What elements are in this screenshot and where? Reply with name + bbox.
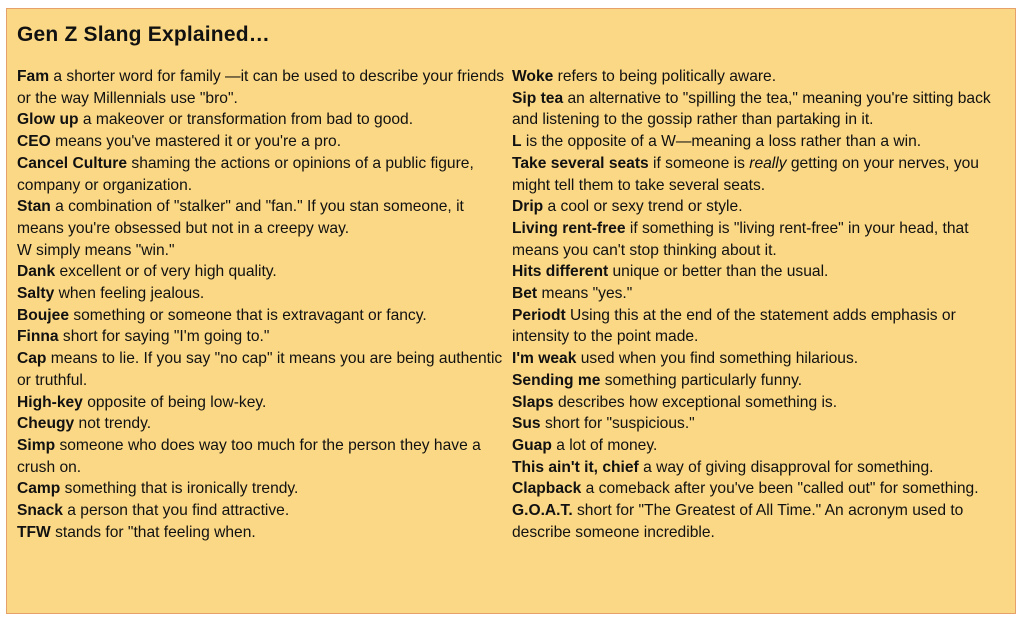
slang-entry-hits-different: [512, 261, 1010, 283]
slang-entry-bet: [512, 283, 1010, 305]
slang-definition: used when you find something hilarious.: [576, 350, 859, 368]
slang-definition: excellent or of very high quality.: [55, 263, 277, 281]
left-column: [17, 66, 505, 543]
slang-entry-glow-up: [17, 109, 505, 131]
slang-definition: a person that you find attractive.: [62, 502, 290, 520]
slang-definition: means "yes.": [537, 285, 633, 303]
slang-term: Sip tea: [512, 89, 564, 107]
slang-entry-sus: [512, 413, 1010, 435]
right-column: [512, 66, 1010, 543]
slang-entry-woke: [512, 66, 1010, 88]
slang-definition: a lot of money.: [551, 436, 658, 454]
slang-term: Sus: [512, 415, 541, 433]
slang-definition: means to lie. If you say "no cap" it means you are being authentic or truthful.: [17, 350, 503, 389]
slang-definition: something that is ironically trendy.: [60, 480, 299, 498]
slang-entry-fam: [17, 66, 505, 109]
slang-term: Cheugy: [17, 415, 75, 433]
slang-term: Stan: [17, 198, 51, 216]
slang-term: Finna: [17, 328, 59, 346]
slang-definition: is the opposite of a W—meaning a loss rather than a win.: [521, 133, 922, 151]
slang-definition: when feeling jealous.: [54, 285, 205, 303]
slang-term: Living rent-free: [512, 219, 626, 237]
slang-entry-guap: [512, 435, 1010, 457]
slang-definition: getting on your nerves, you might tell them to take several seats.: [512, 154, 979, 194]
slang-term: Glow up: [17, 111, 79, 129]
slang-entry-clapback: [512, 478, 1010, 500]
slang-entry-cap: [17, 348, 505, 391]
slang-entry-im-weak: [512, 348, 1010, 370]
slang-term: High-key: [17, 393, 83, 411]
slang-definition: a shorter word for family —it can be used to describe your friends or the way Millennials use "bro".: [17, 68, 505, 107]
slang-entry-ceo: [17, 131, 505, 153]
slang-definition: something or someone that is extravagant or fancy.: [69, 306, 427, 324]
slang-definition: an alternative to "spilling the tea," meaning you're sitting back and listening to the gossip rather than partaking in it.: [512, 89, 991, 129]
slang-entry-w: [17, 240, 505, 262]
slang-entry-sip-tea: [512, 88, 1010, 131]
page-title: Gen Z Slang Explained…: [17, 23, 270, 46]
slang-term: Clapback: [512, 480, 582, 498]
slang-definition: means you've mastered it or you're a pro.: [50, 133, 342, 151]
slang-term: Cap: [17, 350, 47, 368]
slang-term: Woke: [512, 68, 554, 85]
slang-definition: not trendy.: [74, 415, 152, 433]
slang-term: Boujee: [17, 306, 69, 324]
slang-entry-goat: [512, 500, 1010, 543]
slang-definition: if something is "living rent-free" in your head, that means you can't stop thinking about it.: [512, 219, 969, 259]
slang-entry-cancel-culture: [17, 153, 505, 196]
slang-term: Periodt: [512, 306, 566, 324]
slang-term: Fam: [17, 68, 50, 85]
slang-definition: simply means "win.": [31, 241, 175, 259]
slang-entry-drip: [512, 196, 1010, 218]
slang-entry-sending-me: [512, 370, 1010, 392]
slang-entry-high-key: [17, 392, 505, 414]
slang-term: This ain't it, chief: [512, 458, 639, 476]
slang-entry-cheugy: [17, 413, 505, 435]
slang-entry-simp: [17, 435, 505, 478]
slang-term: G.O.A.T.: [512, 502, 573, 520]
slang-entry-tfw: [17, 522, 505, 544]
slang-term: Simp: [17, 436, 56, 454]
slang-definition: Using this at the end of the statement adds emphasis or intensity to the point made.: [512, 306, 956, 346]
slang-definition: short for "suspicious.": [540, 415, 695, 433]
slang-entry-periodt: [512, 305, 1010, 348]
slang-definition: unique or better than the usual.: [608, 263, 829, 281]
slang-term: Guap: [512, 436, 552, 454]
slang-definition: describes how exceptional something is.: [553, 393, 838, 411]
slang-definition: something particularly funny.: [600, 371, 803, 389]
slang-entry-camp: [17, 478, 505, 500]
slang-entry-dank: [17, 261, 505, 283]
slang-entry-living-rent-free: [512, 218, 1010, 261]
slang-term: TFW: [17, 523, 51, 541]
slang-definition: short for "The Greatest of All Time." An acronym used to describe someone incredible.: [512, 502, 964, 541]
slang-entry-this-aint-it-chief: [512, 457, 1010, 479]
slang-definition: a cool or sexy trend or style.: [543, 198, 743, 216]
slang-entry-stan: [17, 196, 505, 239]
slang-card: [6, 8, 1016, 614]
slang-definition: if someone is: [648, 154, 750, 172]
slang-entry-snack: [17, 500, 505, 522]
slang-definition: refers to being politically aware.: [553, 68, 777, 85]
slang-term: Hits different: [512, 263, 609, 281]
slang-entry-take-several-seats: [512, 153, 1010, 196]
slang-definition: a comeback after you've been "called out" for something.: [581, 480, 979, 498]
slang-definition: a makeover or transformation from bad to good.: [78, 111, 414, 129]
slang-term: Snack: [17, 502, 63, 520]
slang-term: Slaps: [512, 393, 554, 411]
slang-definition: shaming the actions or opinions of a public figure, company or organization.: [17, 154, 474, 194]
slang-definition: a way of giving disapproval for something.: [638, 458, 934, 476]
slang-definition: a combination of "stalker" and "fan." If you stan someone, it means you're obsessed but not in a creepy way.: [17, 198, 464, 237]
slang-emphasis: really: [749, 154, 787, 172]
slang-term: W: [17, 241, 32, 259]
slang-definition: short for saying "I'm going to.": [58, 328, 270, 346]
slang-definition: stands for "that feeling when.: [50, 523, 256, 541]
slang-entry-boujee: [17, 305, 505, 327]
slang-term: Drip: [512, 198, 544, 216]
slang-entry-l: [512, 131, 1010, 153]
slang-term: Take several seats: [512, 154, 649, 172]
slang-term: L: [512, 133, 522, 151]
slang-entry-slaps: [512, 392, 1010, 414]
slang-term: Bet: [512, 285, 538, 303]
slang-definition: opposite of being low-key.: [82, 393, 267, 411]
slang-entry-finna: [17, 326, 505, 348]
slang-term: CEO: [17, 133, 51, 151]
slang-definition: someone who does way too much for the person they have a crush on.: [17, 436, 481, 476]
slang-entry-salty: [17, 283, 505, 305]
slang-term: Salty: [17, 285, 55, 303]
slang-term: Cancel Culture: [17, 154, 128, 172]
slang-term: Camp: [17, 480, 61, 498]
slang-term: Dank: [17, 263, 56, 281]
slang-term: I'm weak: [512, 350, 577, 368]
slang-term: Sending me: [512, 371, 601, 389]
